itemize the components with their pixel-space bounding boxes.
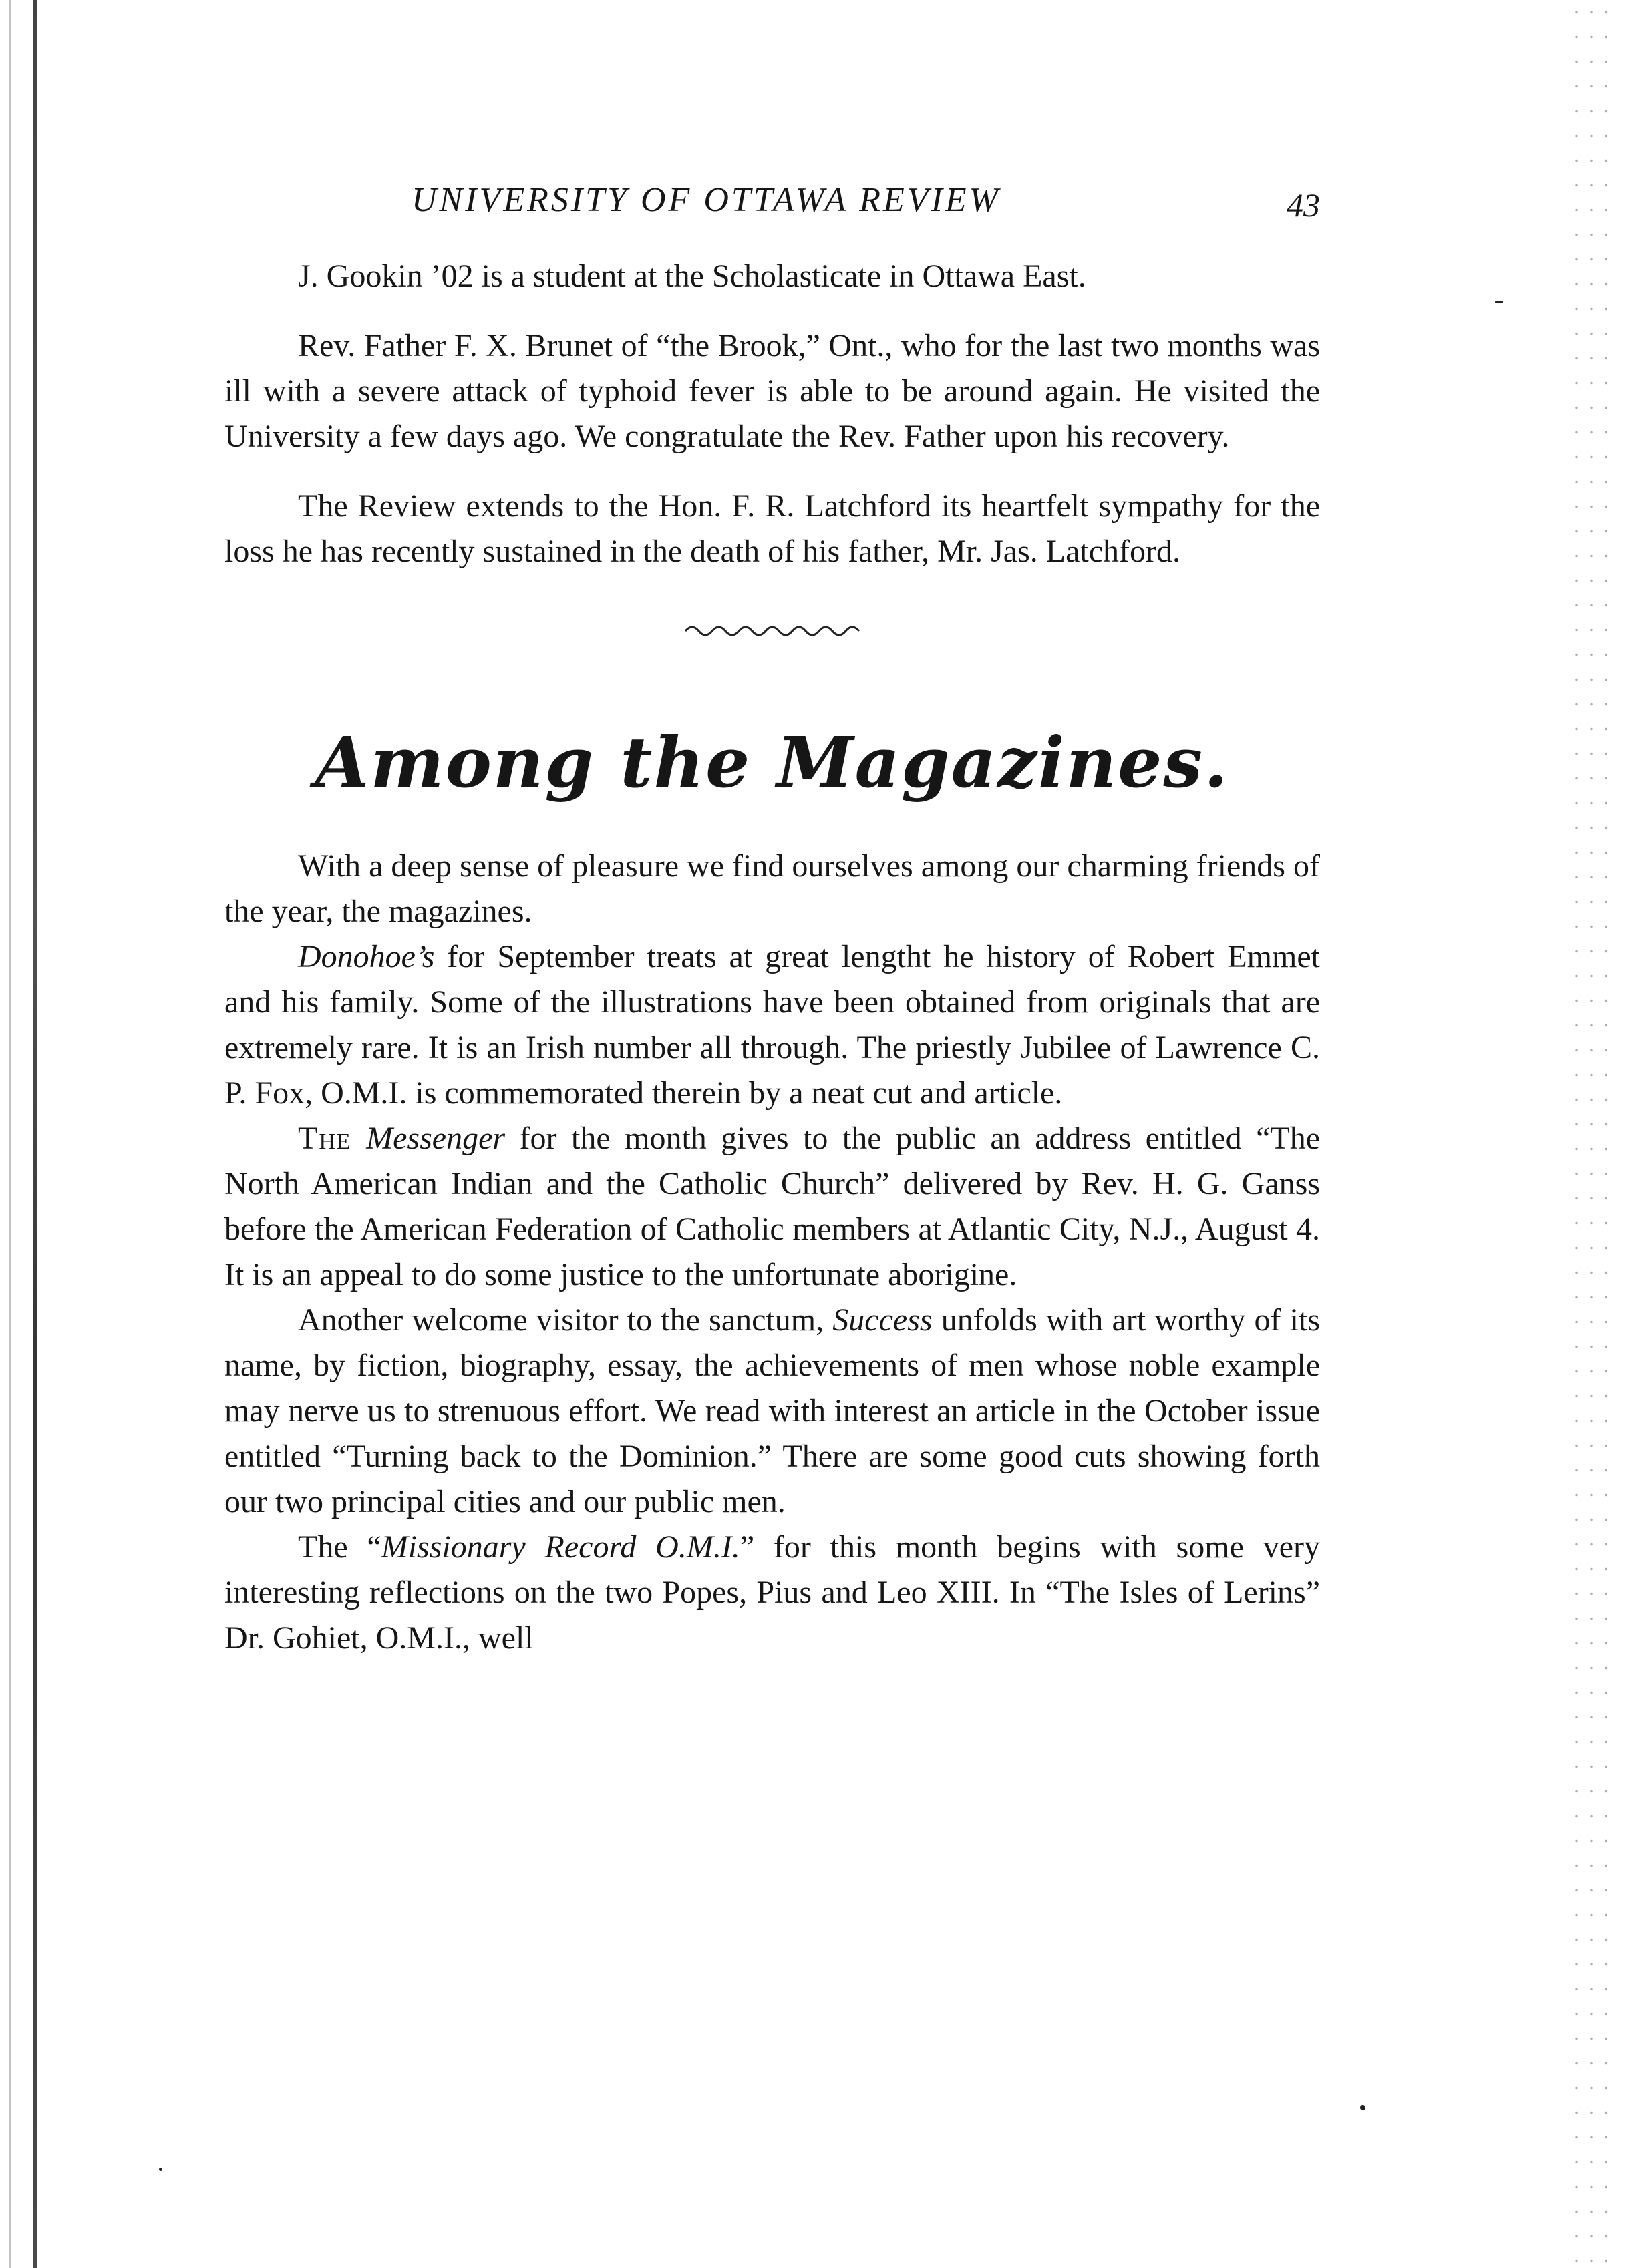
messenger-paragraph xyxy=(224,1116,1320,1298)
donohoe-paragraph xyxy=(224,934,1320,1116)
magazine-title-success: Success xyxy=(832,1302,933,1338)
page-header xyxy=(224,180,1320,254)
magazine-title-messenger: Messenger xyxy=(366,1121,506,1156)
page-content xyxy=(224,180,1320,1661)
missionary-lead: The “ xyxy=(298,1529,381,1565)
magazine-title-donohoe: Donohoe’s xyxy=(298,939,435,974)
page-binding-edge xyxy=(33,0,37,2268)
missionary-paragraph xyxy=(224,1525,1320,1661)
wavy-divider-ornament xyxy=(682,621,862,641)
stray-mark xyxy=(159,2168,162,2171)
success-text: unfolds with art worthy of its name, by fiction, biography, essay, the achievements of men whose noble example may nerve us to strenuous effort. We read with interest an article in the October issue entitled “Turning back to the Dominion.” There are some good cuts showing forth our two principal cities and our public men. xyxy=(224,1302,1321,1519)
page-edge-speckle xyxy=(1569,0,1609,2268)
page-number: 43 xyxy=(1287,186,1320,224)
donohoe-text: for September treats at great lengtht he history of Robert Emmet and his family. Some of the illustrations have been obtained from originals that are extremely rare. It is an Irish number all through. The priestly Jubilee of Lawrence C. P. Fox, O.M.I. is commemorated therein by a neat cut and article. xyxy=(224,939,1320,1111)
success-paragraph xyxy=(224,1298,1320,1525)
note-paragraph: The Review extends to the Hon. F. R. Latchford its heartfelt sympathy for the loss he has recently sustained in the death of his father, Mr. Jas. Latchford. xyxy=(224,488,1320,569)
success-lead: Another welcome visitor to the sanctum, xyxy=(298,1302,833,1338)
magazine-title-missionary: Missionary Record O.M.I. xyxy=(381,1529,740,1565)
messenger-text: for the month gives to the public an address entitled “The North American Indian and the Catholic Church” delivered by Rev. H. G. Ganss before the American Federation of Catholic members at Atlantic City, N.J., August 4. It is an appeal to do some justice to the unfortunate aborigine. xyxy=(224,1121,1321,1292)
messenger-article: The xyxy=(298,1121,352,1156)
note-paragraph: Rev. Father F. X. Brunet of “the Brook,” Ont., who for the last two months was ill with a severe attack of typhoid fever is able to be around again. He visited the University a few days ago. We congratulate the Rev. Father upon his recovery. xyxy=(224,328,1320,454)
stray-mark xyxy=(1495,301,1503,303)
note-paragraph: J. Gookin ’02 is a student at the Scholasticate in Ottawa East. xyxy=(298,258,1086,294)
section-title: Among the Magazines. xyxy=(315,721,1230,803)
page-edge-shadow xyxy=(9,0,11,2268)
running-title: UNIVERSITY OF OTTAWA REVIEW xyxy=(412,181,1001,219)
missionary-text: ” for this month begins with some very interesting reflections on the two Popes, Pius and Leo XIII. In “The Isles of Lerins” Dr. Gohiet, O.M.I., well xyxy=(224,1529,1320,1656)
intro-paragraph: With a deep sense of pleasure we find ourselves among our charming friends of the year, the magazines. xyxy=(224,848,1320,929)
stray-mark xyxy=(1360,2105,1365,2110)
